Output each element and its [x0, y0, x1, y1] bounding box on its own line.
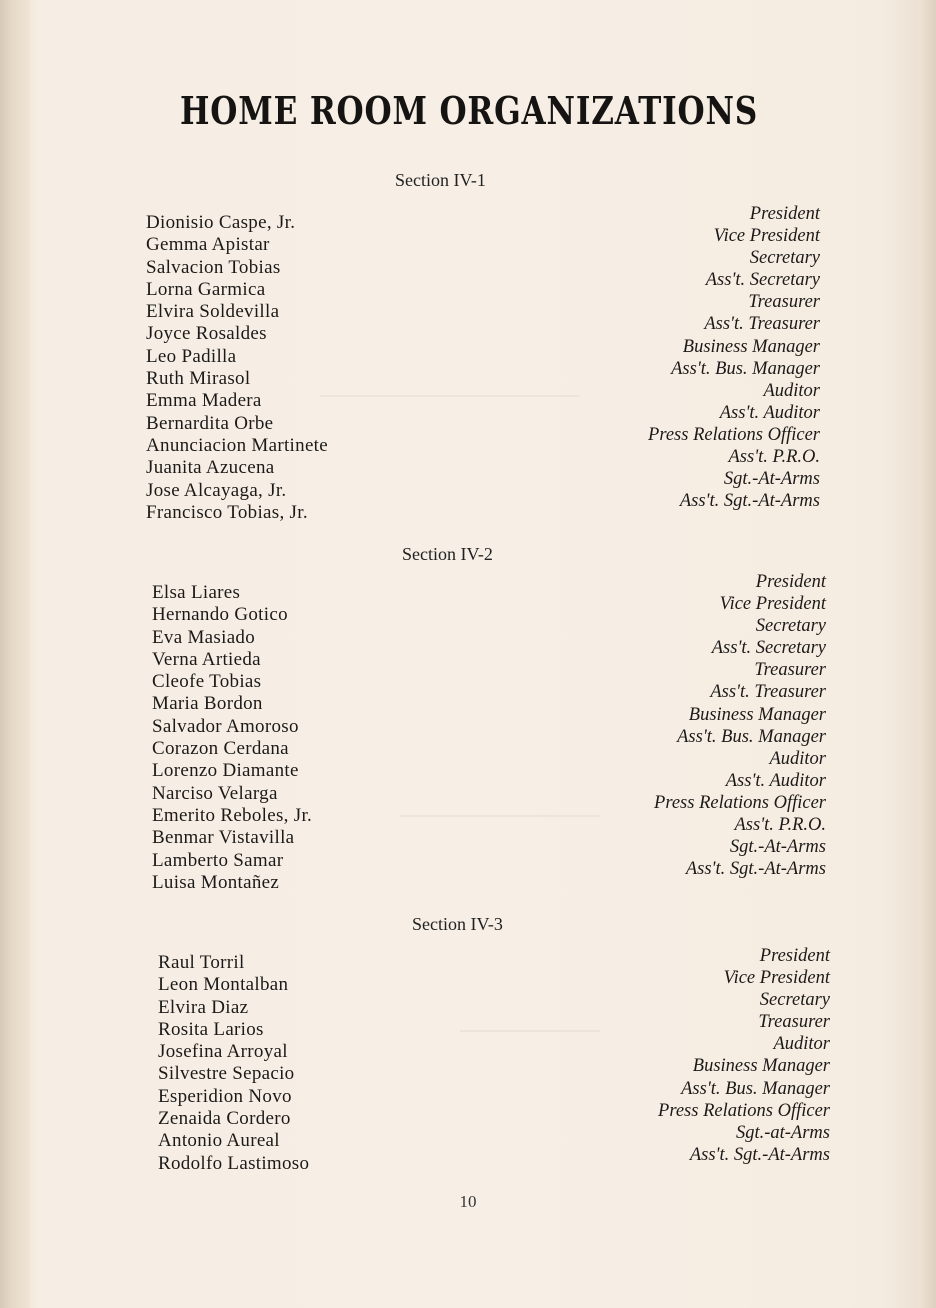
section-heading-iv-3: Section IV-3	[412, 914, 503, 934]
member-name: Anunciacion Martinete	[146, 434, 328, 456]
member-name: Elvira Diaz	[158, 996, 249, 1018]
officer-role: Business Manager	[688, 704, 826, 725]
member-name: Cleofe Tobias	[152, 671, 262, 693]
member-name: Zenaida Cordero	[158, 1108, 291, 1130]
officer-role: Sgt.-At-Arms	[723, 469, 820, 490]
member-name: Hernando Gotico	[152, 604, 288, 626]
officer-role: Ass't. Secretary	[711, 638, 826, 659]
member-name: Antonio Aureal	[158, 1130, 280, 1152]
member-name: Esperidion Novo	[158, 1085, 292, 1107]
name-list-iv-3	[158, 952, 309, 1175]
officer-role: Ass't. Sgt.-At-Arms	[679, 491, 820, 512]
member-name: Rodolfo Lastimoso	[158, 1152, 310, 1174]
officer-role: Ass't. Treasurer	[704, 314, 820, 335]
member-name: Salvador Amoroso	[152, 715, 299, 737]
member-name: Juanita Azucena	[146, 457, 275, 479]
member-name: Silvestre Sepacio	[158, 1063, 295, 1085]
officer-role: President	[759, 946, 830, 966]
member-name: Ruth Mirasol	[146, 368, 251, 390]
member-name: Benmar Vistavilla	[152, 827, 295, 849]
officer-role: Treasurer	[758, 1012, 830, 1033]
member-name: Emerito Reboles, Jr.	[152, 804, 313, 826]
officer-role: Auditor	[763, 380, 820, 401]
officer-role: President	[755, 572, 826, 592]
officer-role: Ass't. Auditor	[719, 402, 820, 423]
officer-role: President	[749, 204, 820, 224]
officer-role: Auditor	[773, 1034, 830, 1055]
officer-role: Ass't. Sgt.-At-Arms	[685, 859, 826, 880]
officer-role: Ass't. Bus. Manager	[677, 726, 826, 747]
role-list-iv-1	[648, 203, 820, 512]
officer-role: Secretary	[759, 990, 830, 1011]
section-heading-iv-1: Section IV-1	[395, 170, 486, 190]
member-name: Raul Torril	[158, 952, 245, 973]
page-title: HOME ROOM ORGANIZATIONS	[180, 88, 759, 133]
officer-role: Press Relations Officer	[654, 792, 826, 813]
officer-role: Ass't. Treasurer	[710, 682, 826, 703]
member-name: Leo Padilla	[146, 345, 237, 367]
member-name: Eva Masiado	[152, 626, 256, 648]
section-heading-iv-2: Section IV-2	[402, 544, 493, 564]
member-name: Verna Artieda	[152, 648, 261, 670]
officer-role: Ass't. P.R.O.	[728, 447, 820, 468]
role-list-iv-2	[654, 571, 826, 880]
officer-role: Ass't. Sgt.-At-Arms	[689, 1144, 830, 1165]
officer-role: Business Manager	[682, 336, 820, 357]
member-name: Josefina Arroyal	[158, 1041, 288, 1063]
officer-role: Auditor	[769, 748, 826, 769]
member-name: Lorenzo Diamante	[152, 760, 299, 782]
member-name: Francisco Tobias, Jr.	[146, 501, 308, 523]
role-list-iv-3	[658, 945, 830, 1166]
member-name: Narciso Velarga	[152, 782, 278, 804]
officer-role: Business Manager	[692, 1056, 830, 1077]
officer-role: Treasurer	[748, 292, 820, 313]
officer-role: Ass't. Secretary	[705, 270, 820, 291]
name-list-iv-1	[146, 212, 328, 524]
member-name: Joyce Rosaldes	[146, 323, 267, 345]
member-name: Dionisio Caspe, Jr.	[146, 212, 296, 233]
officer-role: Ass't. Auditor	[725, 770, 826, 791]
member-name: Corazon Cerdana	[152, 738, 289, 760]
member-name: Maria Bordon	[152, 693, 263, 715]
member-name: Luisa Montañez	[152, 871, 280, 893]
officer-role: Sgt.-at-Arms	[735, 1122, 830, 1143]
member-name: Emma Madera	[146, 390, 262, 412]
member-name: Bernardita Orbe	[146, 412, 274, 434]
officer-role: Ass't. Bus. Manager	[681, 1078, 830, 1099]
officer-role: Ass't. P.R.O.	[734, 815, 826, 836]
officer-role: Treasurer	[754, 660, 826, 681]
officer-role: Secretary	[755, 616, 826, 637]
member-name: Leon Montalban	[158, 974, 289, 996]
member-name: Rosita Larios	[158, 1018, 264, 1040]
officer-role: Secretary	[749, 248, 820, 269]
member-name: Lamberto Samar	[152, 849, 284, 871]
officer-role: Vice President	[719, 594, 826, 615]
member-name: Jose Alcayaga, Jr.	[146, 479, 287, 501]
officer-role: Press Relations Officer	[648, 424, 820, 445]
member-name: Elvira Soldevilla	[146, 301, 280, 323]
officer-role: Vice President	[713, 226, 820, 247]
member-name: Elsa Liares	[152, 582, 241, 603]
officer-role: Press Relations Officer	[658, 1100, 830, 1121]
officer-role: Ass't. Bus. Manager	[671, 358, 820, 379]
name-list-iv-2	[152, 582, 312, 894]
officer-role: Sgt.-At-Arms	[729, 837, 826, 858]
member-name: Lorna Garmica	[146, 278, 266, 300]
member-name: Salvacion Tobias	[146, 256, 281, 278]
officer-role: Vice President	[723, 968, 830, 989]
page-number: 10	[459, 1192, 477, 1211]
member-name: Gemma Apistar	[146, 234, 270, 256]
